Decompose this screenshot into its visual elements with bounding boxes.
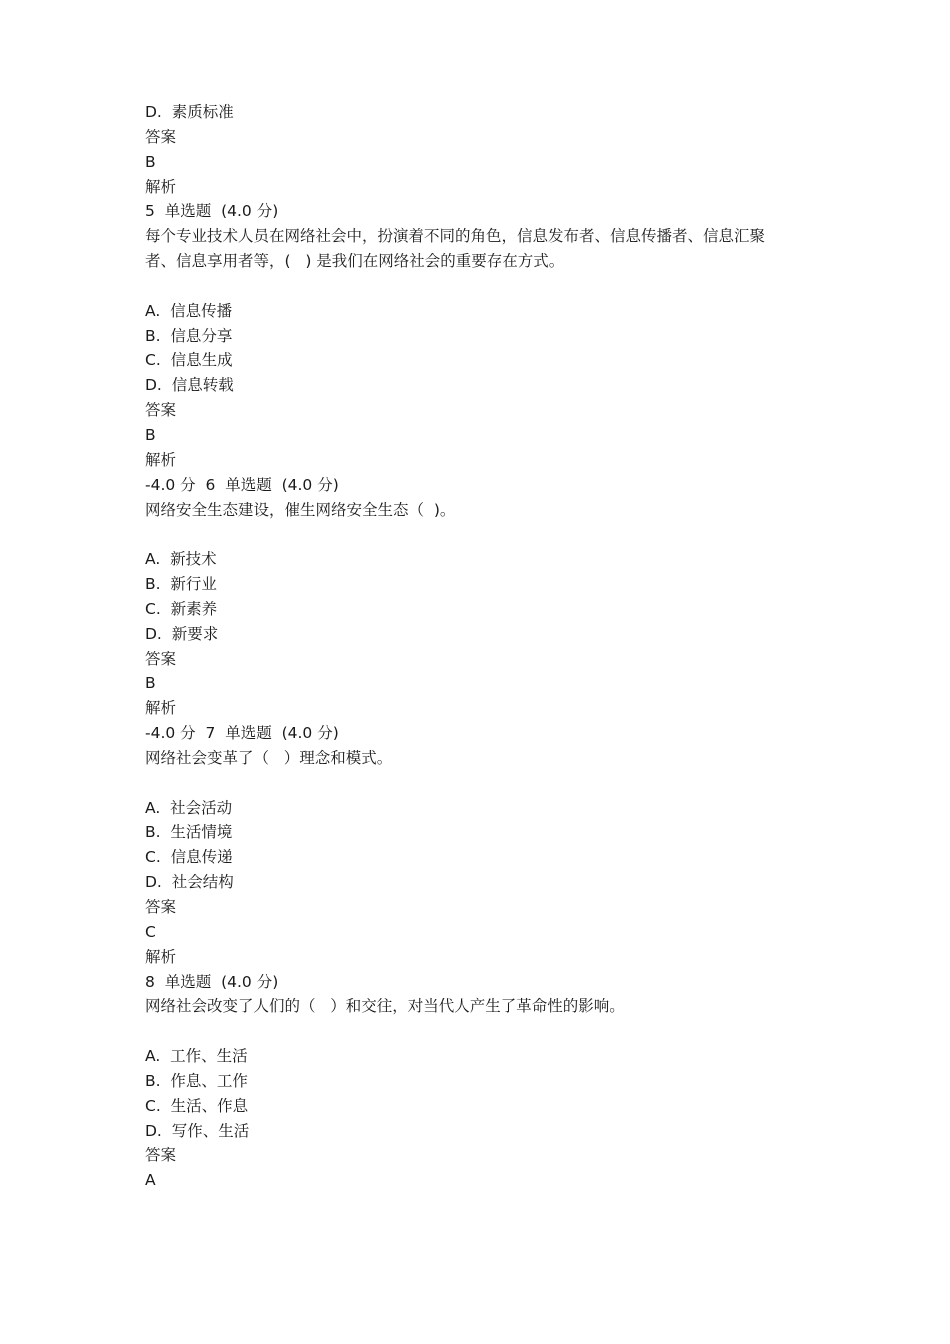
question-header-5: 5 单选题 (4.0 分) bbox=[145, 202, 279, 221]
option-b: B. 生活情境 bbox=[145, 823, 233, 842]
option-a: A. 社会活动 bbox=[145, 798, 233, 817]
answer-value: A bbox=[145, 1171, 156, 1190]
option-c: C. 新素养 bbox=[145, 599, 218, 618]
option-b: B. 新行业 bbox=[145, 575, 217, 594]
option-d: D. 信息转载 bbox=[145, 376, 234, 395]
question-header-6: -4.0 分 6 单选题 (4.0 分) bbox=[145, 475, 339, 494]
question-stem-7: 网络社会变革了（ ）理念和模式。 bbox=[145, 748, 393, 767]
document-body bbox=[145, 100, 825, 1193]
analysis-label: 解析 bbox=[145, 450, 177, 469]
analysis-label: 解析 bbox=[145, 699, 177, 718]
question-stem-5-line-1: 每个专业技术人员在网络社会中，扮演着不同的角色，信息发布者、信息传播者、信息汇聚 bbox=[145, 227, 766, 246]
question-stem-8: 网络社会改变了人们的（ ）和交往，对当代人产生了革命性的影响。 bbox=[145, 997, 625, 1016]
answer-label: 答案 bbox=[145, 649, 177, 668]
answer-value: B bbox=[145, 152, 156, 171]
option-d: D. 社会结构 bbox=[145, 873, 234, 892]
blank-line bbox=[145, 771, 825, 796]
question-header-8: 8 单选题 (4.0 分) bbox=[145, 972, 279, 991]
answer-label: 答案 bbox=[145, 1146, 177, 1165]
option-a: A. 工作、生活 bbox=[145, 1047, 248, 1066]
answer-label: 答案 bbox=[145, 898, 177, 916]
answer-label: 答案 bbox=[145, 127, 177, 146]
blank-line bbox=[145, 522, 825, 547]
option-d: D. 写作、生活 bbox=[145, 1121, 250, 1140]
question-header-7: -4.0 分 7 单选题 (4.0 分) bbox=[145, 724, 339, 743]
answer-value: B bbox=[145, 425, 156, 444]
analysis-label: 解析 bbox=[145, 947, 177, 966]
option-a: A. 信息传播 bbox=[145, 301, 233, 320]
option-c: C. 信息传递 bbox=[145, 848, 233, 867]
option-d: D. 新要求 bbox=[145, 624, 219, 643]
question-stem-6: 网络安全生态建设，催生网络安全生态（ )。 bbox=[145, 500, 456, 519]
option-c: C. 生活、作息 bbox=[145, 1096, 249, 1115]
analysis-label: 解析 bbox=[145, 177, 177, 196]
option-c: C. 信息生成 bbox=[145, 351, 233, 370]
blank-line bbox=[145, 1019, 825, 1044]
option-d: D. 素质标准 bbox=[145, 103, 234, 121]
option-b: B. 信息分享 bbox=[145, 326, 233, 345]
answer-value: B bbox=[145, 674, 156, 693]
option-b: B. 作息、工作 bbox=[145, 1071, 248, 1090]
answer-value: C bbox=[145, 922, 156, 941]
blank-line bbox=[145, 274, 825, 299]
answer-label: 答案 bbox=[145, 401, 177, 420]
question-stem-5-line-2: 者、信息享用者等，( ) 是我们在网络社会的重要存在方式。 bbox=[145, 252, 565, 271]
option-a: A. 新技术 bbox=[145, 550, 217, 569]
